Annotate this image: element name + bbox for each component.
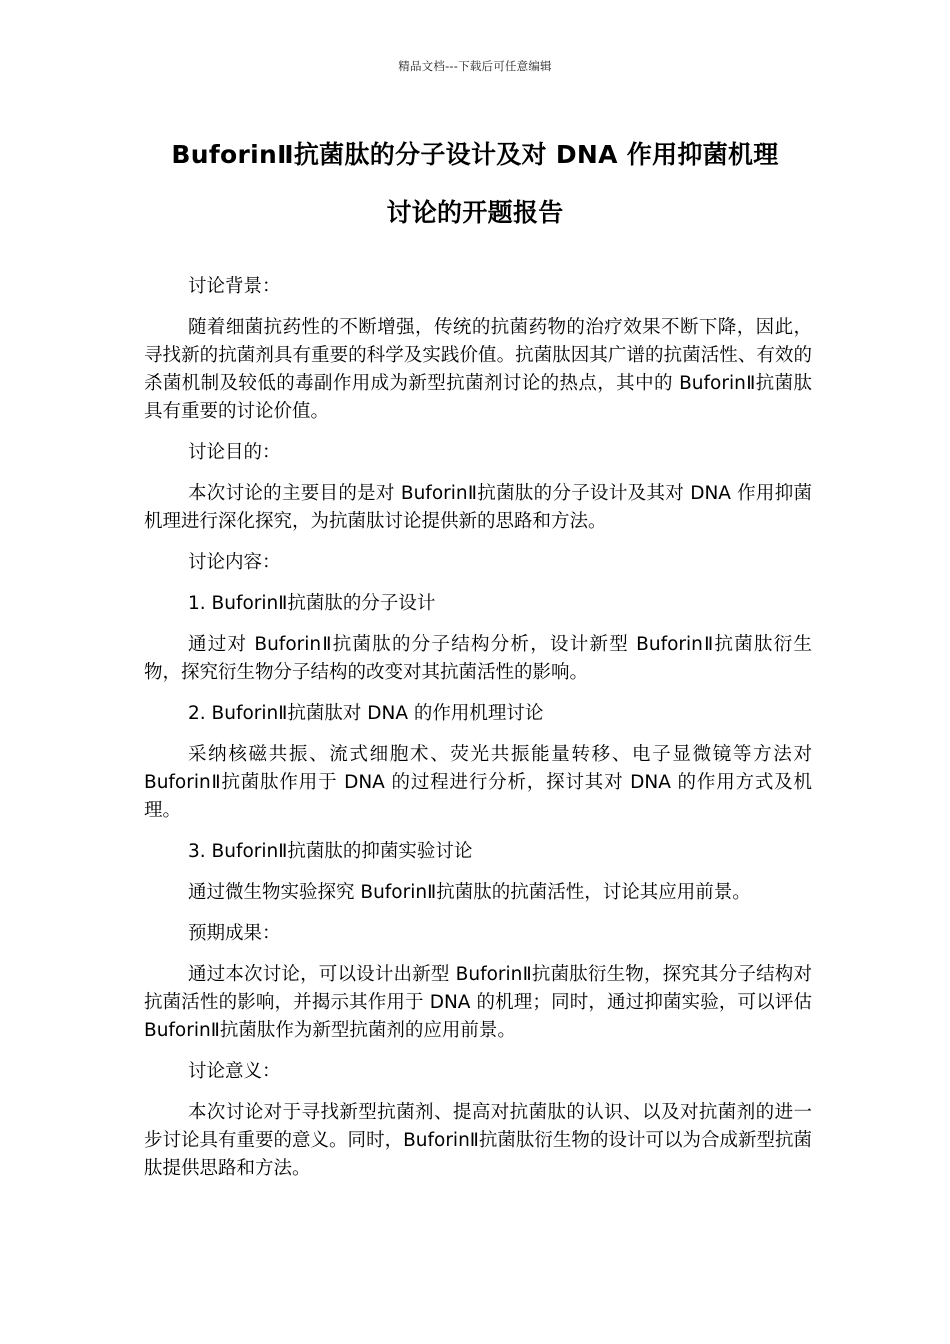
header-note: 精品文档---下载后可任意编辑 [398,59,552,73]
background-paragraph: 随着细菌抗药性的不断增强，传统的抗菌药物的治疗效果不断下降，因此，寻找新的抗菌剂具有重要的科学及实践价值。抗菌肽因其广谱的抗菌活性、有效的杀菌机制及较低的毒副作用成为新型抗菌剂讨论的热点，其中的 BuforinⅡ抗菌肽具有重要的讨论价值。 [144,317,812,422]
results-heading: 预期成果： [188,923,281,944]
item-3-paragraph: 通过微生物实验探究 BuforinⅡ抗菌肽的抗菌活性，讨论其应用前景。 [188,882,751,903]
document-title-line-2: 讨论的开题报告 [386,198,564,227]
purpose-paragraph: 本次讨论的主要目的是对 BuforinⅡ抗菌肽的分子设计及其对 DNA 作用抑菌机理进行深化探究，为抗菌肽讨论提供新的思路和方法。 [144,483,812,532]
results-paragraph: 通过本次讨论，可以设计出新型 BuforinⅡ抗菌肽衍生物，探究其分子结构对抗菌活性的影响，并揭示其作用于 DNA 的机理；同时，通过抑菌实验，可以评估 BuforinⅡ抗菌肽作为新型抗菌剂的应用前景。 [144,964,812,1041]
content-heading: 讨论内容： [188,552,281,573]
item-2-heading: 2. BuforinⅡ抗菌肽对 DNA 的作用机理讨论 [188,703,544,724]
item-1-paragraph: 通过对 BuforinⅡ抗菌肽的分子结构分析，设计新型 BuforinⅡ抗菌肽衍生物，探究衍生物分子结构的改变对其抗菌活性的影响。 [144,634,812,683]
significance-paragraph: 本次讨论对于寻找新型抗菌剂、提高对抗菌肽的认识、以及对抗菌剂的进一步讨论具有重要的意义。同时，BuforinⅡ抗菌肽衍生物的设计可以为合成新型抗菌肽提供思路和方法。 [144,1102,812,1179]
item-3-heading: 3. BuforinⅡ抗菌肽的抑菌实验讨论 [188,841,473,862]
item-1-heading: 1. BuforinⅡ抗菌肽的分子设计 [188,593,436,614]
background-heading: 讨论背景： [188,276,281,297]
document-body [144,273,812,1196]
significance-heading: 讨论意义： [188,1061,281,1082]
document-title-line-1: BuforinⅡ抗菌肽的分子设计及对 DNA 作用抑菌机理 [171,140,779,169]
item-2-paragraph: 采纳核磁共振、流式细胞术、荧光共振能量转移、电子显微镜等方法对 BuforinⅡ抗菌肽作用于 DNA 的过程进行分析，探讨其对 DNA 的作用方式及机理。 [144,744,812,821]
purpose-heading: 讨论目的： [188,442,281,463]
